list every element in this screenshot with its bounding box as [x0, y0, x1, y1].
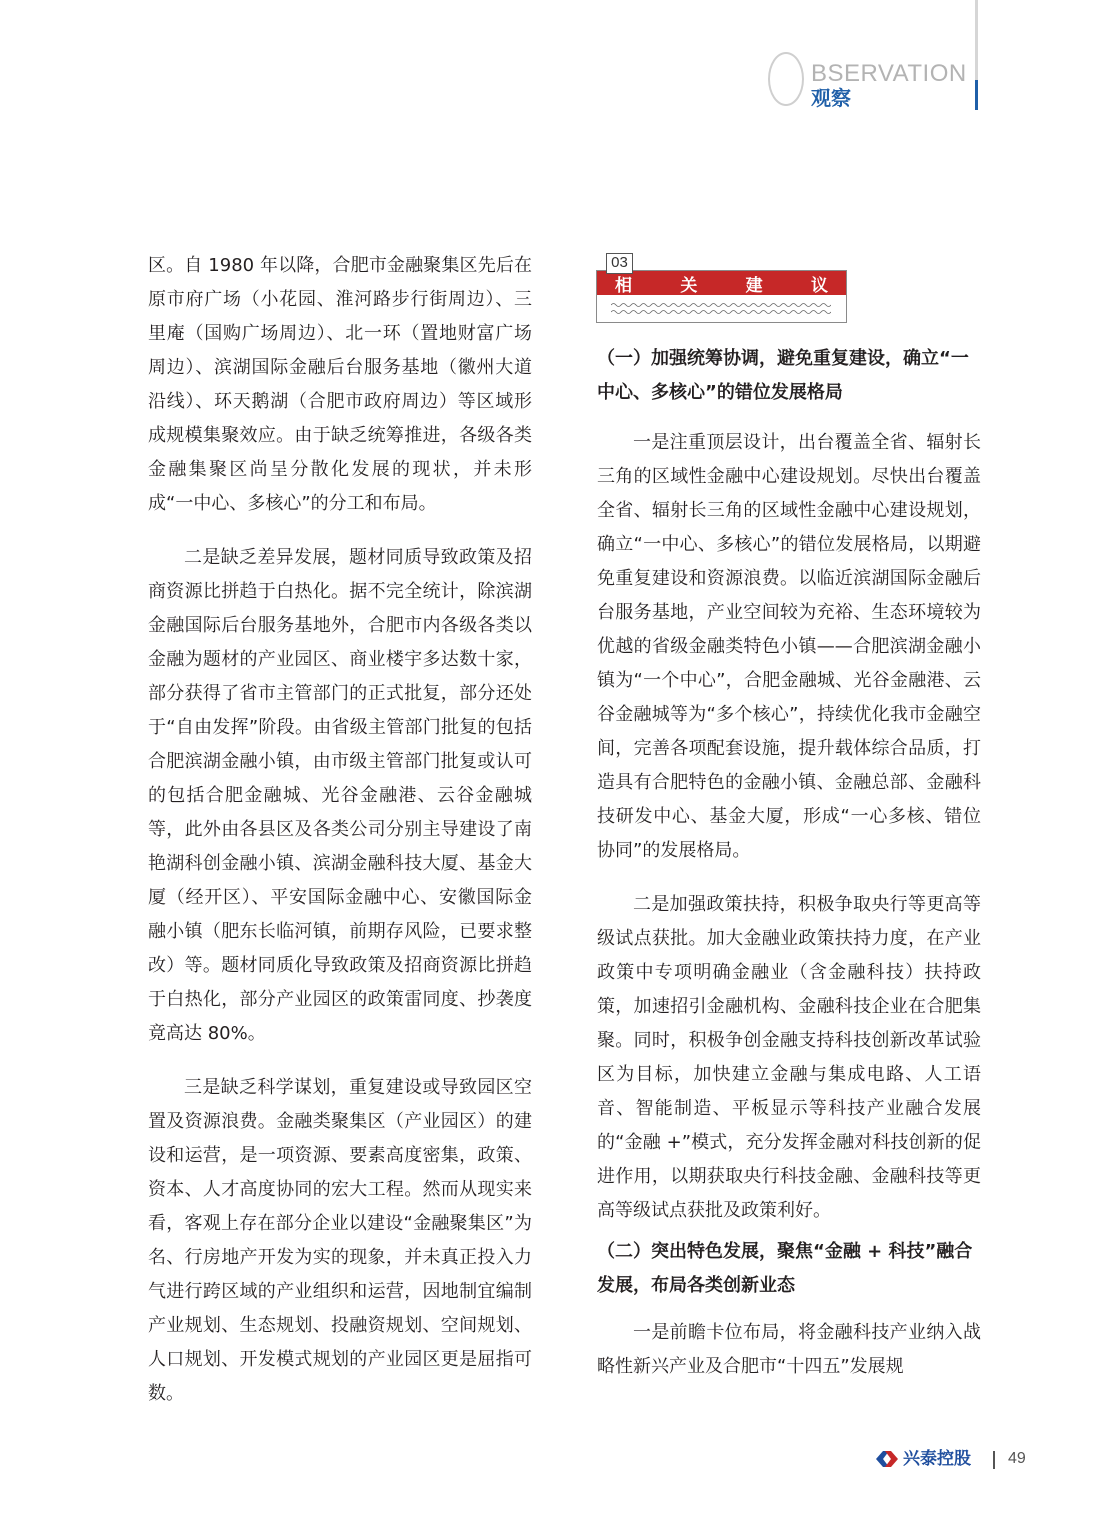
header-title-rest: BSERVATION: [811, 60, 967, 87]
wave-decoration: [611, 301, 831, 317]
section-number: 03: [606, 253, 633, 274]
right-column-block-2: [597, 1316, 981, 1384]
left-paragraph-1: 区。自 1980 年以降，合肥市金融聚集区先后在原市府广场（小花园、淮河路步行街周边）、三里庵（国购广场周边）、北一环（置地财富广场周边）、滨湖国际金融后台服务基地（徽州大道沿线）、环天鹅湖（合肥市政府周边）等区域形成规模集聚效应。由于缺乏统筹推进，各级各类金融集聚区尚呈分散化发展的现状，并未形成“一中心、多核心”的分工和布局。: [148, 255, 532, 514]
section-title-char: 议: [810, 275, 828, 296]
footer-separator: [993, 1451, 995, 1469]
page-number: 49: [1008, 1450, 1026, 1467]
section-title-char: 相: [615, 275, 632, 296]
section-title: [615, 271, 828, 295]
right-paragraph-2: 二是加强政策扶持，积极争取央行等更高等级试点获批。加大金融业政策扶持力度，在产业政策中专项明确金融业（含金融科技）扶持政策，加速招引金融机构、金融科技企业在合肥集聚。同时，积极争创金融支持科技创新改革试验区为目标，加快建立金融与集成电路、人工语音、智能制造、平板显示等科技产业融合发展的“金融 +”模式，充分发挥金融对科技创新的促进作用，以期获取央行科技金融、金融科技等更高等级试点获批及政策利好。: [597, 894, 981, 1221]
right-column-block-1: [597, 426, 981, 1228]
header-o-circle: [768, 52, 804, 106]
right-paragraph-1: 一是注重顶层设计，出台覆盖全省、辐射长三角的区域性金融中心建设规划。尽快出台覆盖全省、辐射长三角的区域性金融中心建设规划，确立“一中心、多核心”的错位发展格局，以期避免重复建设和资源浪费。以临近滨湖国际金融后台服务基地，产业空间较为充裕、生态环境较为优越的省级金融类特色小镇——合肥滨湖金融小镇为“一个中心”，合肥金融城、光谷金融港、云谷金融城等为“多个核心”，持续优化我市金融空间，完善各项配套设施，提升载体综合品质，打造具有合肥特色的金融小镇、金融总部、金融科技研发中心、基金大厦，形成“一心多核、错位协同”的发展格局。: [597, 432, 981, 861]
subheading-2: （二）突出特色发展，聚焦“金融 + 科技”融合发展，布局各类创新业态: [597, 1241, 973, 1296]
section-badge: [596, 270, 847, 323]
section-title-char: 建: [745, 275, 763, 296]
left-paragraph-3: 三是缺乏科学谋划，重复建设或导致园区空置及资源浪费。金融类聚集区（产业园区）的建设和运营，是一项资源、要素高度密集，政策、资本、人才高度协同的宏大工程。然而从现实来看，客观上存在部分企业以建设“金融聚集区”为名、行房地产开发为实的现象，并未真正投入力气进行跨区域的产业组织和运营，因地制宜编制产业规划、生态规划、投融资规划、空间规划、人口规划、开发模式规划的产业园区更是屈指可数。: [148, 1077, 532, 1404]
header-divider-bar: [975, 0, 978, 80]
left-column: [148, 249, 532, 1411]
subheading-1: （一）加强统筹协调，避免重复建设，确立“一中心、多核心”的错位发展格局: [597, 348, 969, 403]
header-title-cn: 观察: [811, 86, 851, 110]
header-title: [811, 60, 967, 88]
brand-name: 兴泰控股: [903, 1449, 971, 1469]
left-paragraph-2: 二是缺乏差异发展，题材同质导致政策及招商资源比拼趋于白热化。据不完全统计，除滨湖金融国际后台服务基地外，合肥市内各级各类以金融为题材的产业园区、商业楼宇多达数十家，部分获得了省市主管部门的正式批复，部分还处于“自由发挥”阶段。由省级主管部门批复的包括合肥滨湖金融小镇，由市级主管部门批复或认可的包括合肥金融城、光谷金融港、云谷金融城等，此外由各县区及各类公司分别主导建设了南艳湖科创金融小镇、滨湖金融科技大厦、基金大厦（经开区）、平安国际金融中心、安徽国际金融小镇（肥东长临河镇，前期存风险，已要求整改）等。题材同质化导致政策及招商资源比拼趋于白热化，部分产业园区的政策雷同度、抄袭度竟高达 80%。: [148, 547, 532, 1044]
brand-logo-icon: [874, 1448, 900, 1470]
header-accent-bar: [975, 80, 978, 110]
section-title-char: 关: [680, 275, 698, 296]
right-paragraph-3: 一是前瞻卡位布局，将金融科技产业纳入战略性新兴产业及合肥市“十四五”发展规: [597, 1322, 981, 1377]
